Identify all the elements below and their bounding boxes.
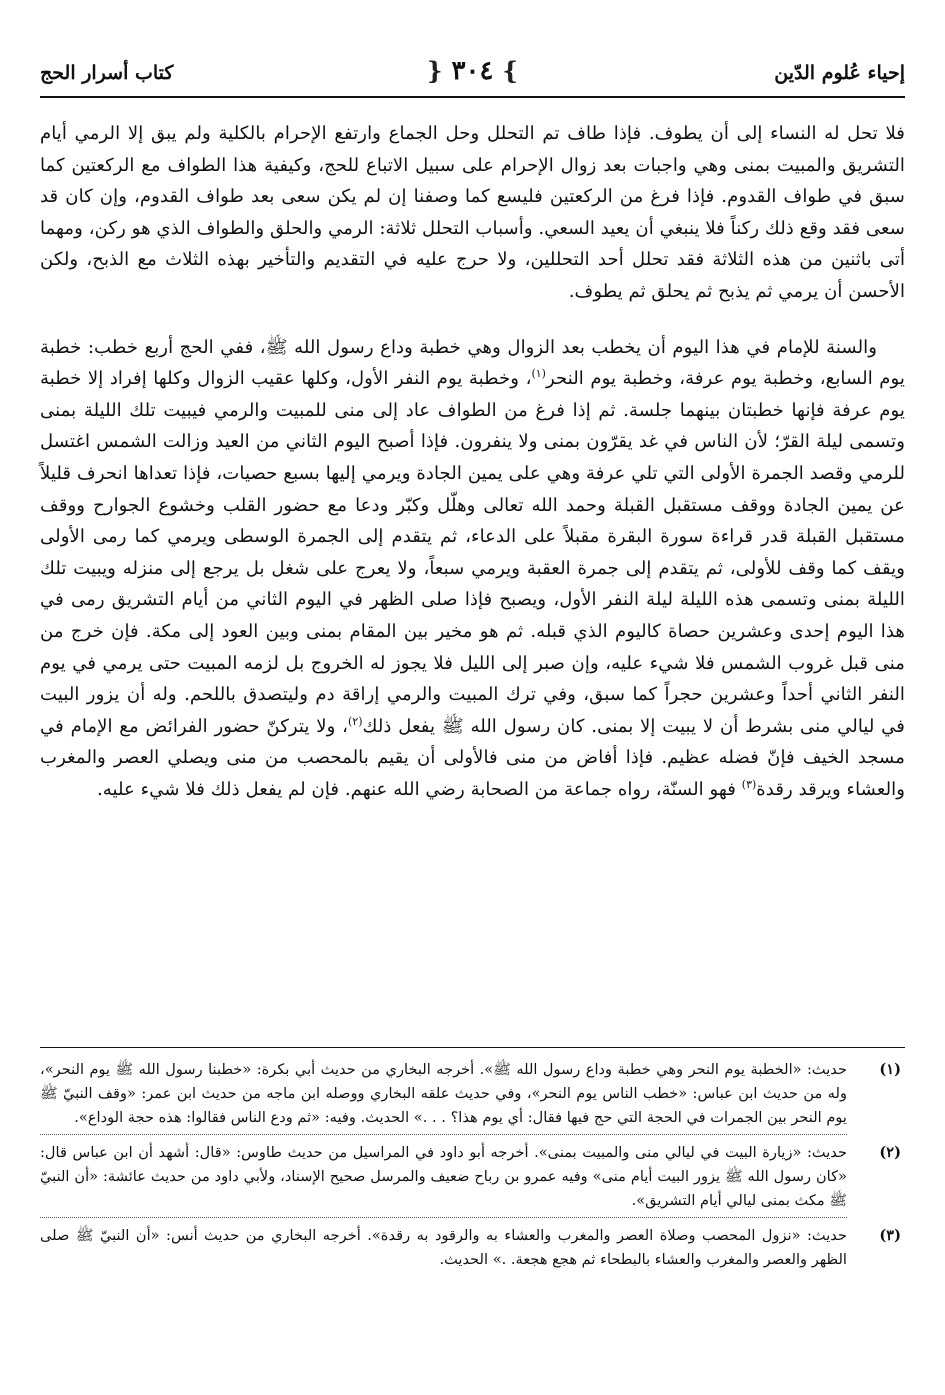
paragraph-2	[40, 332, 905, 806]
footnote-number: (١)	[879, 1061, 901, 1078]
footnote-number: (٣)	[879, 1227, 901, 1244]
paragraph-1: فلا تحل له النساء إلى أن يطوف. فإذا طاف تم التحلل وحل الجماع وارتفع الإحرام بالكلية ولم يبق إلا الرمي أيام التشريق والمبيت بمنى وهي واجبات بعد زوال الإحرام على سبيل الاتباع للحج، وكيفية هذا الطواف مع الركعتين كما سبق في طواف القدوم. فإذا فرغ من الركعتين فليسع كما وصفنا إن لم يكن سعى بعد طواف القدوم، وإن كان قد سعى فقد وقع ذلك ركناً فلا ينبغي أن يعيد السعي. وأسباب التحلل ثلاثة: الرمي والحلق والطواف الذي هو ركن، ومهما أتى باثنين من هذه الثلاثة فقد تحلل أحد التحللين، ولا حرج عليه في التقديم والتأخير بهذه الثلاث مع الذبح، ولكن الأحسن أن يرمي ثم يذبح ثم يحلق ثم يطوف.	[39, 123, 905, 302]
footnote-separator	[40, 1134, 847, 1135]
chapter-title: كتاب أسرار الحج	[40, 62, 174, 84]
page-number-ornament	[427, 56, 518, 86]
footnotes	[40, 1058, 905, 1272]
footnote-separator	[40, 1217, 847, 1218]
footnote-text: حديث: «نزول المحصب وصلاة العصر والمغرب والعشاء به والرقود به رقدة». أخرجه البخاري من حديث أنس: «أن النبيّ ﷺ صلى الظهر والعصر والمغرب والعشاء بالبطحاء ثم هجع هجعة. .» الحديث.	[40, 1227, 847, 1268]
footnote-ref-1: (١)	[531, 367, 546, 381]
footnote-text: حديث: «زيارة البيت في ليالي منى والمبيت بمنى». أخرجه أبو داود في المراسيل من حديث طاوس: «قال: أشهد أن ابن عباس قال: «كان رسول الله ﷺ يزور البيت أيام منى» وفيه عمرو بن رباح ضعيف والمرسل صحيح الإسناد، ولأبي داود من حديث عائشة: «أن النبيّ ﷺ مكث بمنى ليالي أيام التشريق».	[40, 1144, 847, 1209]
header-divider	[40, 96, 905, 98]
page-number: ٣٠٤	[451, 56, 494, 86]
footnote-ref-3: (٣)	[741, 777, 757, 791]
footnote-divider	[40, 1047, 905, 1048]
footnote-1	[40, 1058, 905, 1130]
footnote-text: حديث: «الخطبة يوم النحر وهي خطبة وداع رسول الله ﷺ». أخرجه البخاري من حديث أبي بكرة: «خطبنا رسول الله ﷺ يوم النحر»، وله من حديث ابن عباس: «خطب الناس يوم النحر»، وفي حديث علقه البخاري ووصله ابن ماجه من حديث ابن عمر: «وقف النبيّ ﷺ يوم النحر بين الجمرات في الحجة التي حج فيها فقال: أي يوم هذا؟ . . .» الحديث. وفيه: «ثم ودع الناس فقالوا: هذه حجة الوداع».	[40, 1061, 847, 1126]
footnote-2	[40, 1141, 905, 1213]
paragraph-2-part-b: ، وخطبة يوم النفر الأول، وكلها عقيب الزوال وكلها إفراد إلا خطبة يوم عرفة فإنها خطبتان بينهما جلسة. ثم إذا فرغ من الطواف عاد إلى منى للمبيت والرمي فيبيت تلك الليلة بمنى وتسمى ليلة القرّ؛ لأن الناس في غد يقرّون بمنى ولا ينفرون. فإذا أصبح اليوم الثاني من العيد وزالت الشمس اغتسل للرمي وقصد الجمرة الأولى التي تلي عرفة وهي على يمين الجادة ويرمي إليها بسبع حصيات، فإذا تعداها انحرف قليلاً عن يمين الجادة ووقف مستقبل القبلة وحمد الله تعالى وهلّل وكبّر ودعا مع حضور القلب وخشوع الجوارح ووقف مستقبل القبلة قدر قراءة سورة البقرة مقبلاً على الدعاء، ثم يتقدم إلى الجمرة الوسطى ويرمي كما رمى الأولى ويقف كما وقف للأولى، ثم يتقدم إلى جمرة العقبة ويرمي سبعاً، ولا يعرج على شغل بل يرجع إلى منزله ويبيت تلك الليلة بمنى وتسمى هذه الليلة ليلة النفر الأول، ويصبح فإذا صلى الظهر في اليوم الثاني من أيام التشريق رمى في هذا اليوم إحدى وعشرين حصاة كاليوم الذي قبله. ثم هو مخير بين المقام بمنى وبين العود إلى مكة. فإن خرج من منى قبل غروب الشمس فلا شيء عليه، وإن صبر إلى الليل فلا يجوز له الخروج بل لزمه المبيت حتى يرمي في يوم النفر الثاني أحداً وعشرين حجراً كما سبق، وفي ترك المبيت والرمي إراقة دم وليتصدق باللحم. وله أن يزور البيت في ليالي منى بشرط أن لا يبيت إلا بمنى. كان رسول الله ﷺ يفعل ذلك	[40, 368, 906, 737]
footnote-number: (٢)	[879, 1144, 901, 1161]
book-title: إحياء عُلوم الدّين	[774, 62, 905, 84]
paragraph-2-part-c: ، ولا يتركنّ حضور الفرائض مع الإمام في مسجد الخيف فإنّ فضله عظيم. فإذا أفاض من منى فالأولى أن يقيم بالمحصب من منى ويصلي العصر والمغرب والعشاء ويرقد رقدة	[40, 715, 905, 800]
main-text	[40, 118, 905, 805]
paragraph-2-part-d: فهو السنّة، رواه جماعة من الصحابة رضي الله عنهم. فإن لم يفعل ذلك فلا شيء عليه.	[96, 778, 742, 800]
paragraph-2-part-a: والسنة للإمام في هذا اليوم أن يخطب بعد الزوال وهي خطبة وداع رسول الله ﷺ، ففي الحج أربع خطب: خطبة يوم السابع، وخطبة يوم عرفة، وخطبة يوم النحر	[40, 336, 905, 390]
footnote-3	[40, 1224, 905, 1272]
right-ornament-icon: {	[427, 56, 443, 85]
footnote-ref-2: (٢)	[348, 714, 363, 728]
page-header	[40, 54, 905, 98]
left-ornament-icon: }	[502, 56, 518, 85]
